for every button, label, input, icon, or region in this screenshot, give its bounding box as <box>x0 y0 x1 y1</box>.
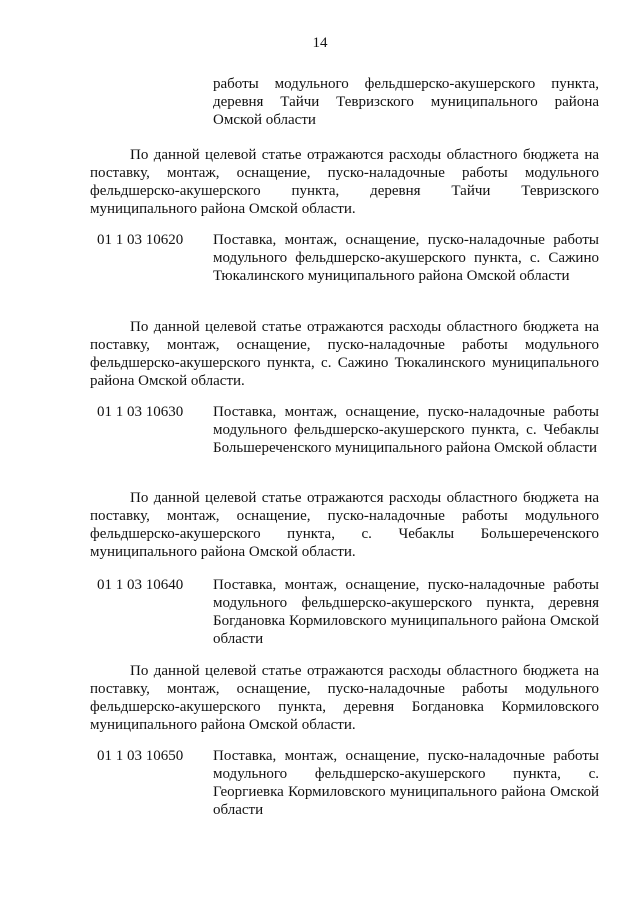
entry-description: Поставка, монтаж, оснащение, пуско-наладочные работы модульного фельдшерско-акушерского пункта, деревня Богдановка Кормиловского муниципального района Омской области <box>213 577 599 647</box>
entry-code: 01 1 03 10650 <box>97 748 184 764</box>
entry-description: работы модульного фельдшерско-акушерского пункта, деревня Тайчи Тевризского муниципального района Омской области <box>213 76 599 128</box>
entry-explanation: По данной целевой статье отражаются расходы областного бюджета на поставку, монтаж, оснащение, пуско-наладочные работы модульного фельдшерско-акушерского пункта, с. Чебаклы Большереченского муниципального района Омской области. <box>90 490 599 560</box>
entry-explanation: По данной целевой статье отражаются расходы областного бюджета на поставку, монтаж, оснащение, пуско-наладочные работы модульного фельдшерско-акушерского пункта, деревня Тайчи Тевризского муниципального района Омской области. <box>90 147 599 217</box>
entry-explanation: По данной целевой статье отражаются расходы областного бюджета на поставку, монтаж, оснащение, пуско-наладочные работы модульного фельдшерско-акушерского пункта, деревня Богдановка Кормиловского муниципального района Омской области. <box>90 663 599 733</box>
entry-description: Поставка, монтаж, оснащение, пуско-наладочные работы модульного фельдшерско-акушерского пункта, с. Чебаклы Большереченского муниципального района Омской области <box>213 404 599 456</box>
entry-code: 01 1 03 10640 <box>97 577 184 593</box>
entry-description: Поставка, монтаж, оснащение, пуско-наладочные работы модульного фельдшерско-акушерского пункта, с. Георгиевка Кормиловского муниципального района Омской области <box>213 748 599 818</box>
entry-explanation: По данной целевой статье отражаются расходы областного бюджета на поставку, монтаж, оснащение, пуско-наладочные работы модульного фельдшерско-акушерского пункта, с. Сажино Тюкалинского муниципального района Омской области. <box>90 319 599 389</box>
entry-description: Поставка, монтаж, оснащение, пуско-наладочные работы модульного фельдшерско-акушерского пункта, с. Сажино Тюкалинского муниципального района Омской области <box>213 232 599 284</box>
entry-code: 01 1 03 10630 <box>97 404 184 420</box>
entry-code: 01 1 03 10620 <box>97 232 184 248</box>
page-number: 14 <box>312 35 328 51</box>
